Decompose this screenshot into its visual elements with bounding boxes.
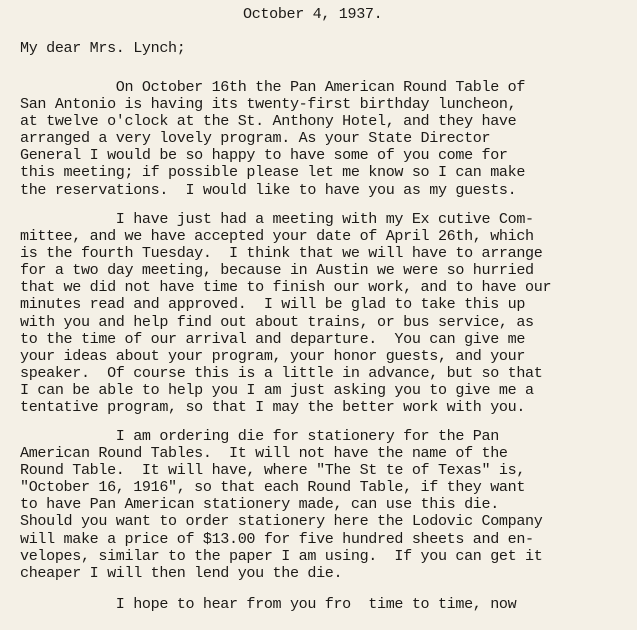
letter-date: October 4, 1937. [243, 5, 383, 23]
text-line: velopes, similar to the paper I am using. If you can get it [20, 546, 543, 565]
text-line: I hope to hear from you fro time to time, now [20, 595, 517, 613]
text-line: San Antonio is having its twenty-first birthday luncheon, [20, 95, 517, 114]
text-line: On October 16th the Pan American Round Table of [20, 78, 526, 96]
text-line: Should you want to order stationery here the Lodovic Company [20, 512, 543, 531]
text-line: at twelve o'clock at the St. Anthony Hotel, and they have [20, 112, 517, 131]
text-line: that we did not have time to finish our work, and to have our [20, 278, 552, 297]
paragraph-stationery-die [20, 428, 630, 582]
text-line: is the fourth Tuesday. I think that we will have to arrange [20, 244, 543, 263]
text-line: American Round Tables. It will not have the name of the [20, 444, 508, 463]
text-line: arranged a very lovely program. As your State Director [20, 129, 491, 148]
text-line: mittee, and we have accepted your date of April 26th, which [20, 227, 534, 246]
text-line: Round Table. It will have, where "The St te of Texas" is, [20, 461, 526, 480]
paragraph-birthday-luncheon [20, 79, 630, 199]
letter-salutation: My dear Mrs. Lynch; [20, 39, 186, 57]
text-line: I can be able to help you I am just asking you to give me a [20, 380, 534, 399]
text-line: cheaper I will then lend you the die. [20, 563, 343, 582]
text-line: this meeting; if possible please let me know so I can make [20, 163, 526, 182]
text-line: with you and help find out about trains, or bus service, as [20, 312, 534, 331]
text-line: to have Pan American stationery made, can use this die. [20, 495, 499, 514]
text-line: the reservations. I would like to have you as my guests. [20, 180, 517, 199]
text-line: your ideas about your program, your honor guests, and your [20, 346, 526, 365]
text-line: minutes read and approved. I will be glad to take this up [20, 295, 526, 314]
paragraph-closing [20, 596, 630, 613]
text-line: for a two day meeting, because in Austin we were so hurried [20, 261, 534, 280]
text-line: will make a price of $13.00 for five hundred sheets and en- [20, 529, 534, 548]
text-line: I am ordering die for stationery for the Pan [20, 427, 499, 445]
text-line: General I would be so happy to have some of you come for [20, 146, 508, 165]
paragraph-executive-committee [20, 211, 630, 416]
text-line: tentative program, so that I may the better work with you. [20, 398, 526, 417]
text-line: to the time of our arrival and departure. You can give me [20, 329, 526, 348]
text-line: "October 16, 1916", so that each Round Table, if they want [20, 478, 526, 497]
text-line: speaker. Of course this is a little in advance, but so that [20, 363, 543, 382]
text-line: I have just had a meeting with my Ex cutive Com- [20, 210, 534, 228]
